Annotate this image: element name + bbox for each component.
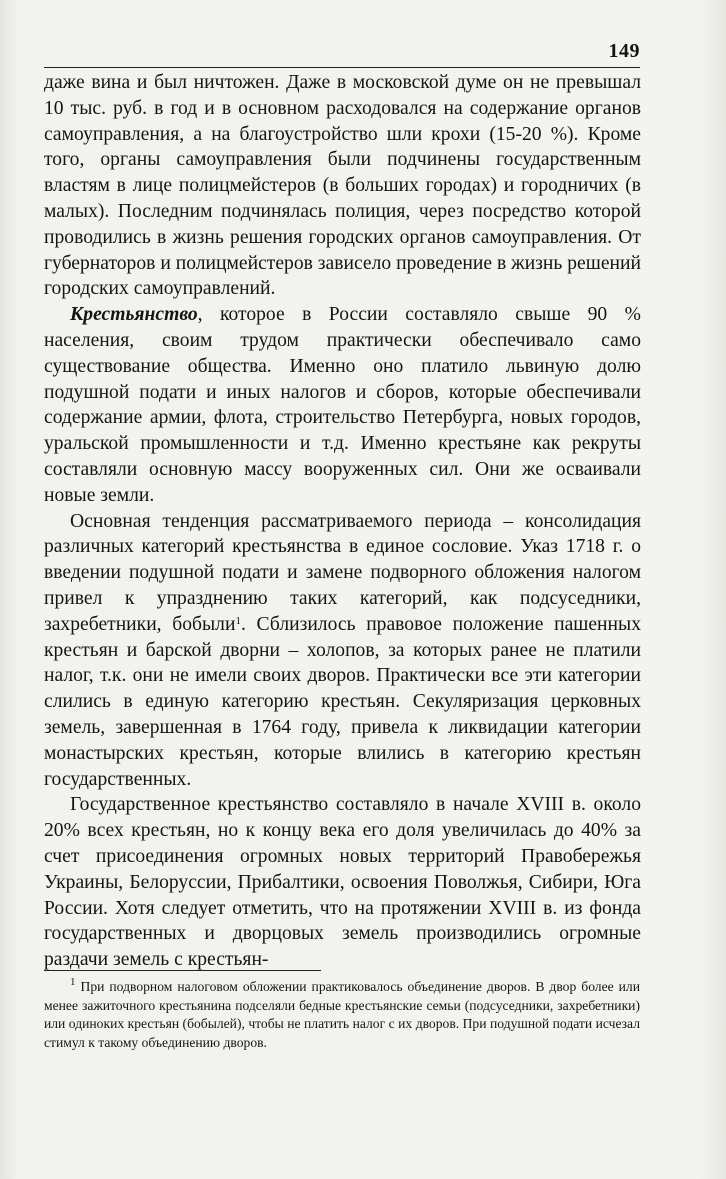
body-text bbox=[44, 70, 641, 973]
paragraph-peasantry bbox=[44, 302, 641, 508]
header-rule bbox=[44, 67, 640, 68]
footnote bbox=[44, 978, 640, 1052]
footnote-mark: 1 bbox=[70, 976, 76, 988]
paragraph-text: , которое в России составляло свыше 90 % населения, своим трудом практически обеспечивало само существование общества. Именно оно платило львиную долю подушной подати и иных налогов и сборов, которые обеспечивали содержание армии, флота, строительство Петербурга, новых городов, уральской промышленности и т.д. Именно крестьяне как рекруты составляли основную массу вооруженных сил. Они же осваивали новые земли. bbox=[44, 304, 641, 506]
paragraph-text: Основная тенденция рассматриваемого периода – консолидация различных категорий крестьянства в единое сословие. Указ 1718 г. о введении подушной подати и замене подворного обложения налогом привел к упразднению таких категорий, как подсуседники, захребетники, бобыли bbox=[44, 510, 641, 635]
footnote-rule bbox=[44, 970, 321, 971]
paragraph-text: даже вина и был ничтожен. Даже в московской думе он не превышал 10 тыс. руб. в год и в основном расходовался на содержание органов самоуправления, а на благоустройство шли крохи (15-20 %). Кроме того, органы самоуправления были подчинены государственным властям в лице полицмейстеров (в больших городах) и городничих (в малых). Последним подчинялась полиция, через посредство которой проводились в жизнь решения городских органов самоуправления. От губернаторов и полицмейстеров зависело проведение в жизнь решений городских самоуправлений. bbox=[44, 72, 641, 300]
paragraph-text-after: . Сблизилось правовое положение пашенных крестьян и барской дворни – холопов, за которых ранее не платили налог, т.к. они не имели своих дворов. Практически все эти категории слились в единую категорию крестьян. Секуляризация церковных земель, завершенная в 1764 году, привела к ликвидации категории монастырских крестьян, которые влились в категорию крестьян государственных. bbox=[44, 613, 641, 790]
page-number: 149 bbox=[608, 40, 640, 62]
italic-term: Крестьянство bbox=[70, 304, 198, 326]
paragraph-text: Государственное крестьянство составляло в начале XVIII в. около 20% всех крестьян, но к концу века его доля увеличилась до 40% за счет присоединения огромных новых территорий Правобережья Украины, Белоруссии, Прибалтики, освоения Поволжья, Сибири, Юга России. Хотя следует отметить, что на протяжении XVIII в. из фонда государственных и дворцовых земель производились огромные раздачи земель с крестьян- bbox=[44, 794, 641, 971]
paragraph-consolidation bbox=[44, 509, 641, 793]
paragraph-continuation bbox=[44, 70, 641, 302]
footnote-text: При подворном налоговом обложении практиковалось объединение дворов. В двор более или менее зажиточного крестьянина подселяли бедные крестьянские семьи (подсуседники, захребетники) или одиноких крестьян (бобылей), чтобы не платить налог с их дворов. При подушной подати исчезал стимул к такому объединению дворов. bbox=[44, 979, 640, 1050]
paragraph-state-peasantry bbox=[44, 792, 641, 973]
footnote-reference[interactable]: 1 bbox=[235, 614, 241, 627]
footnote-text-block bbox=[44, 978, 640, 1052]
